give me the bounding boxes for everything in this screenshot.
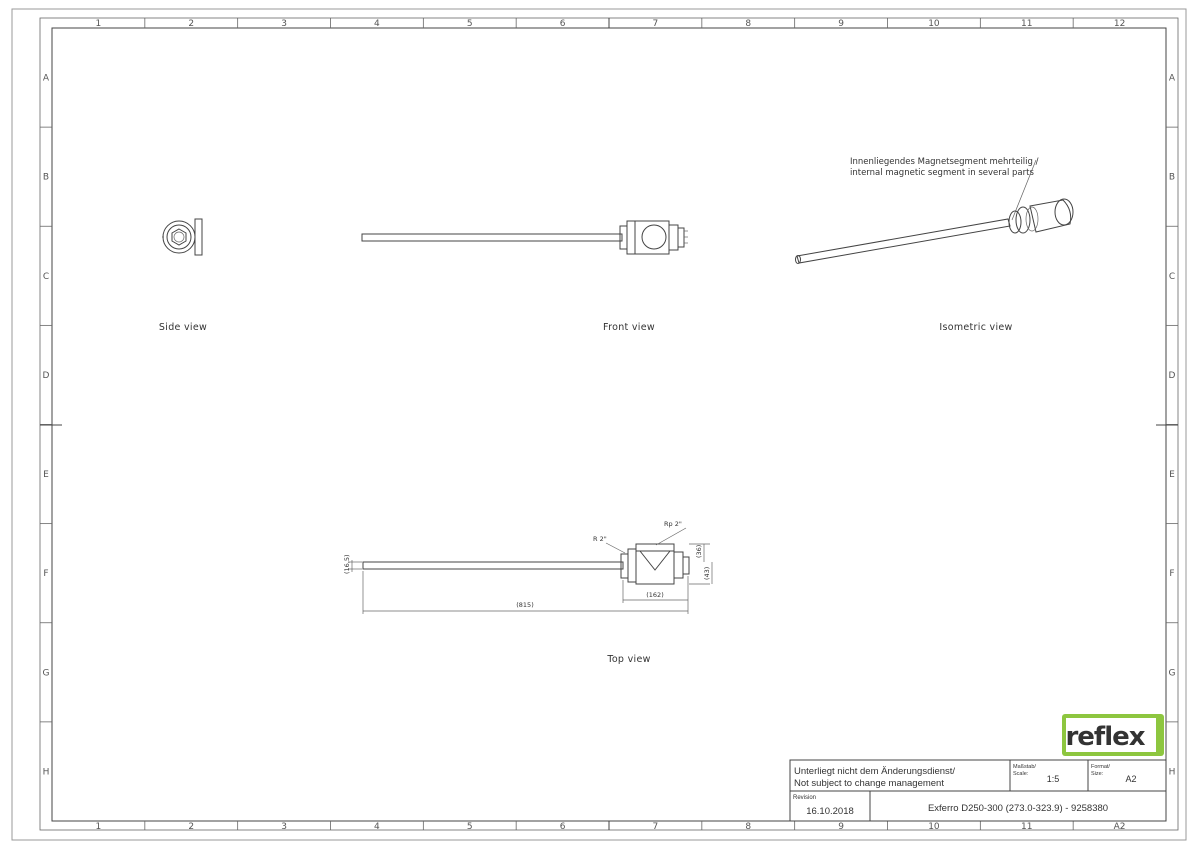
format-label-en: Size: — [1091, 771, 1104, 777]
col-label-bottom: 1 — [95, 822, 102, 832]
scale-label-en: Scale: — [1013, 771, 1029, 777]
row-label-right: B — [1168, 172, 1176, 183]
col-label-top: 9 — [838, 19, 844, 29]
col-label-top: 4 — [374, 19, 380, 29]
col-label-bottom: 3 — [281, 822, 287, 832]
col-label-top: 1 — [95, 19, 102, 29]
isometric-view-drawing — [796, 199, 1074, 264]
row-label-left: D — [42, 370, 50, 381]
zone-border — [40, 18, 1178, 830]
row-label-right: F — [1169, 569, 1175, 580]
top-view-drawing — [363, 544, 689, 584]
dim-height-2: (43) — [703, 566, 711, 580]
row-label-left: F — [43, 569, 49, 580]
top-view-caption: Top view — [607, 654, 651, 665]
col-label-top: 6 — [559, 19, 566, 29]
col-label-bottom: 2 — [188, 822, 195, 832]
row-label-left: E — [43, 470, 49, 481]
zone-grid — [40, 18, 1178, 832]
disclaimer-en: Not subject to change management — [794, 778, 944, 789]
disclaimer-de: Unterliegt nicht dem Änderungsdienst/ — [794, 766, 956, 777]
side-view-caption: Side view — [158, 322, 208, 333]
row-label-left: A — [42, 73, 50, 84]
col-label-top: 5 — [466, 19, 473, 29]
note-line-de: Innenliegendes Magnetsegment mehrteilig / — [850, 157, 1039, 167]
row-label-right: A — [1168, 73, 1176, 84]
revision-label: Revision — [793, 795, 817, 801]
row-label-right: C — [1168, 271, 1176, 282]
front-view-caption: Front view — [603, 322, 655, 333]
col-label-top: 2 — [188, 19, 195, 29]
row-label-left: C — [42, 271, 50, 282]
dim-body-length: (162) — [646, 591, 664, 599]
row-label-right: H — [1168, 767, 1176, 778]
col-label-bottom: 6 — [559, 822, 566, 832]
dim-thread-r: R 2" — [593, 535, 607, 543]
col-label-bottom: A2 — [1113, 822, 1126, 832]
reflex-logo — [1062, 714, 1164, 756]
revision-date: 16.10.2018 — [806, 806, 854, 817]
col-label-bottom: 4 — [374, 822, 380, 832]
isometric-view-caption: Isometric view — [939, 322, 1013, 333]
dim-thread-rp: Rp 2" — [664, 520, 682, 528]
scale-value: 1:5 — [1046, 774, 1060, 784]
dim-diameter: (16,5) — [343, 554, 351, 574]
col-label-bottom: 7 — [652, 822, 659, 832]
product-title: Exferro D250-300 (273.0-323.9) - 9258380 — [927, 803, 1109, 814]
row-label-left: H — [42, 767, 50, 778]
col-label-top: 7 — [652, 19, 659, 29]
dim-height-1: (36) — [695, 544, 703, 558]
top-view-dimensions — [343, 520, 712, 614]
col-label-bottom: 5 — [466, 822, 473, 832]
col-label-top: 12 — [1113, 19, 1126, 29]
col-label-bottom: 10 — [928, 822, 940, 832]
col-label-bottom: 11 — [1021, 822, 1033, 832]
side-view-drawing — [162, 219, 202, 255]
col-label-top: 10 — [928, 19, 940, 29]
format-value: A2 — [1125, 774, 1137, 784]
dim-overall-length: (815) — [516, 601, 534, 609]
logo-text: reflex — [1065, 722, 1145, 752]
row-label-right: G — [1168, 668, 1176, 679]
row-label-right: E — [1169, 470, 1175, 481]
col-label-bottom: 8 — [745, 822, 752, 832]
col-label-top: 11 — [1021, 19, 1033, 29]
inner-frame — [52, 28, 1166, 821]
outer-frame — [12, 9, 1186, 840]
scale-label-de: Maßstab/ — [1013, 764, 1036, 770]
note-line-en: internal magnetic segment in several parts — [850, 168, 1034, 178]
col-label-top: 8 — [745, 19, 752, 29]
row-label-right: D — [1168, 370, 1176, 381]
title-block — [790, 760, 1166, 821]
front-view-drawing — [362, 221, 688, 254]
format-label-de: Format/ — [1091, 764, 1110, 770]
row-label-left: G — [42, 668, 50, 679]
col-label-bottom: 9 — [838, 822, 844, 832]
row-label-left: B — [42, 172, 50, 183]
col-label-top: 3 — [281, 19, 287, 29]
